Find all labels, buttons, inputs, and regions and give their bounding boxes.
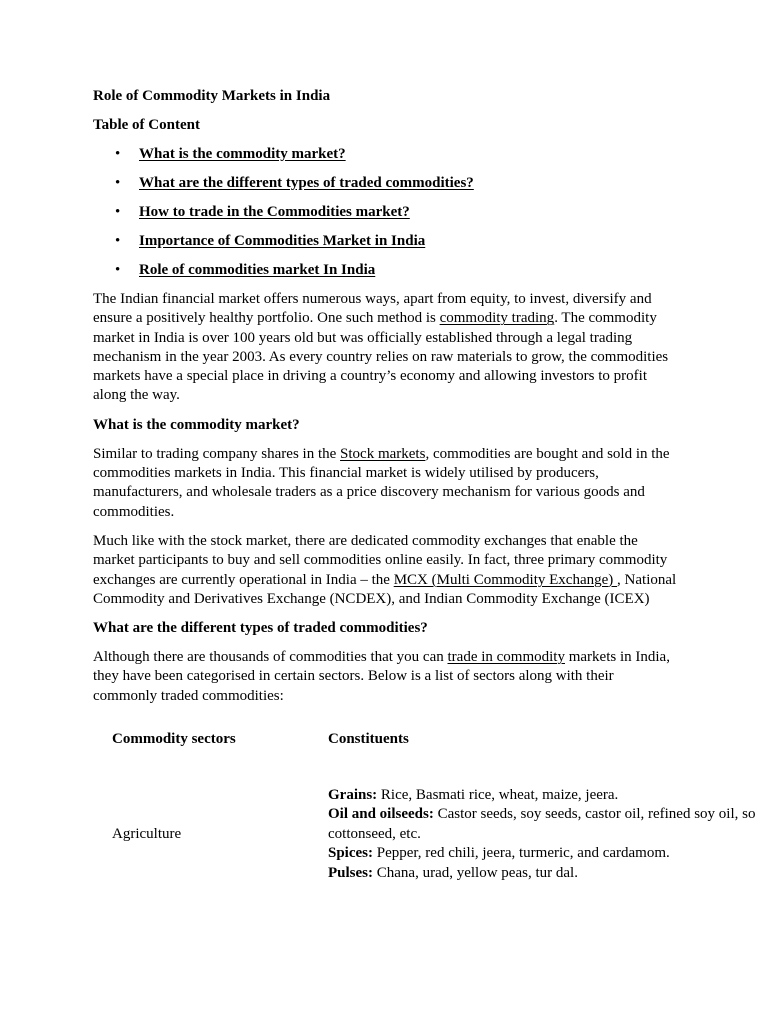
- toc-link-what-is[interactable]: What is the commodity market?: [139, 146, 346, 162]
- bullet-icon: •: [115, 204, 121, 220]
- bullet-icon: •: [115, 146, 121, 162]
- bullet-icon: •: [115, 233, 121, 249]
- section-heading-types: What are the different types of traded commodities?: [93, 620, 428, 637]
- trade-in-commodity-link[interactable]: trade in commodity: [447, 649, 565, 666]
- toc-item: [93, 203, 768, 222]
- constituent-line: Spices: Pepper, red chili, jeera, turmeric, and cardamom.: [328, 845, 670, 862]
- toc-item: [93, 261, 768, 280]
- section-heading-what-is: What is the commodity market?: [93, 416, 300, 433]
- section2-paragraph-1: Although there are thousands of commodities that you can trade in commodity markets in India, they have been categorised in certain sectors. Below is a list of sectors along with their commonly traded commodities:: [93, 649, 670, 704]
- mcx-link[interactable]: MCX (Multi Commodity Exchange): [393, 571, 618, 588]
- commodity-trading-link[interactable]: commodity trading: [439, 310, 555, 327]
- constituent-line: Oil and oilseeds: Castor seeds, soy seeds, castor oil, refined soy oil, so: [328, 806, 756, 823]
- commodity-sectors-table: [93, 730, 768, 910]
- toc-link-how-to-trade[interactable]: How to trade in the Commodities market?: [139, 204, 410, 220]
- table-cell-constituents: [328, 786, 768, 883]
- table-cell-sector: Agriculture: [112, 826, 182, 843]
- bullet-icon: •: [115, 175, 121, 191]
- toc-heading: Table of Content: [93, 117, 200, 133]
- toc-item: [93, 174, 768, 193]
- table-of-contents: [93, 145, 768, 280]
- toc-link-types[interactable]: What are the different types of traded commodities?: [139, 175, 474, 191]
- stock-markets-link[interactable]: Stock markets: [340, 445, 426, 462]
- section1-paragraph-1: Similar to trading company shares in the Stock markets, commodities are bought and sold in the commodities markets in India. This financial market is widely utilised by producers, manufacturers, and wholesale traders as a price discovery mechanism for various goods and commodities.: [93, 445, 670, 520]
- constituent-line: Grains: Rice, Basmati rice, wheat, maize, jeera.: [328, 787, 619, 804]
- toc-item: [93, 145, 768, 164]
- section1-paragraph-2: Much like with the stock market, there are dedicated commodity exchanges that enable the market participants to buy and sell commodities online easily. In fact, three primary commodity exchanges are currently operational in India – the MCX (Multi Commodity Exchange) , National Commodity and Derivatives Exchange (NCDEX), and Indian Commodity Exchange (ICEX): [93, 532, 677, 607]
- table-header-sectors: Commodity sectors: [112, 731, 236, 748]
- table-header-constituents: Constituents: [328, 731, 409, 748]
- document-title: Role of Commodity Markets in India: [93, 88, 331, 104]
- bullet-icon: •: [115, 262, 121, 278]
- document-page: [93, 87, 768, 910]
- intro-paragraph: The Indian financial market offers numerous ways, apart from equity, to invest, diversify and ensure a positively healthy portfolio. One such method is commodity trading. The commodity market in India is over 100 years old but was officially established through a legal trading mechanism in the year 2003. As every country relies on raw materials to grow, the commodities markets have a special place in driving a country’s economy and allowing investors to profit along the way.: [93, 291, 669, 404]
- constituent-line: Pulses: Chana, urad, yellow peas, tur dal.: [328, 864, 578, 881]
- toc-item: [93, 232, 768, 251]
- constituent-line: cottonseed, etc.: [328, 825, 421, 842]
- toc-link-role[interactable]: Role of commodities market In India: [139, 262, 376, 278]
- toc-link-importance[interactable]: Importance of Commodities Market in India: [139, 233, 426, 249]
